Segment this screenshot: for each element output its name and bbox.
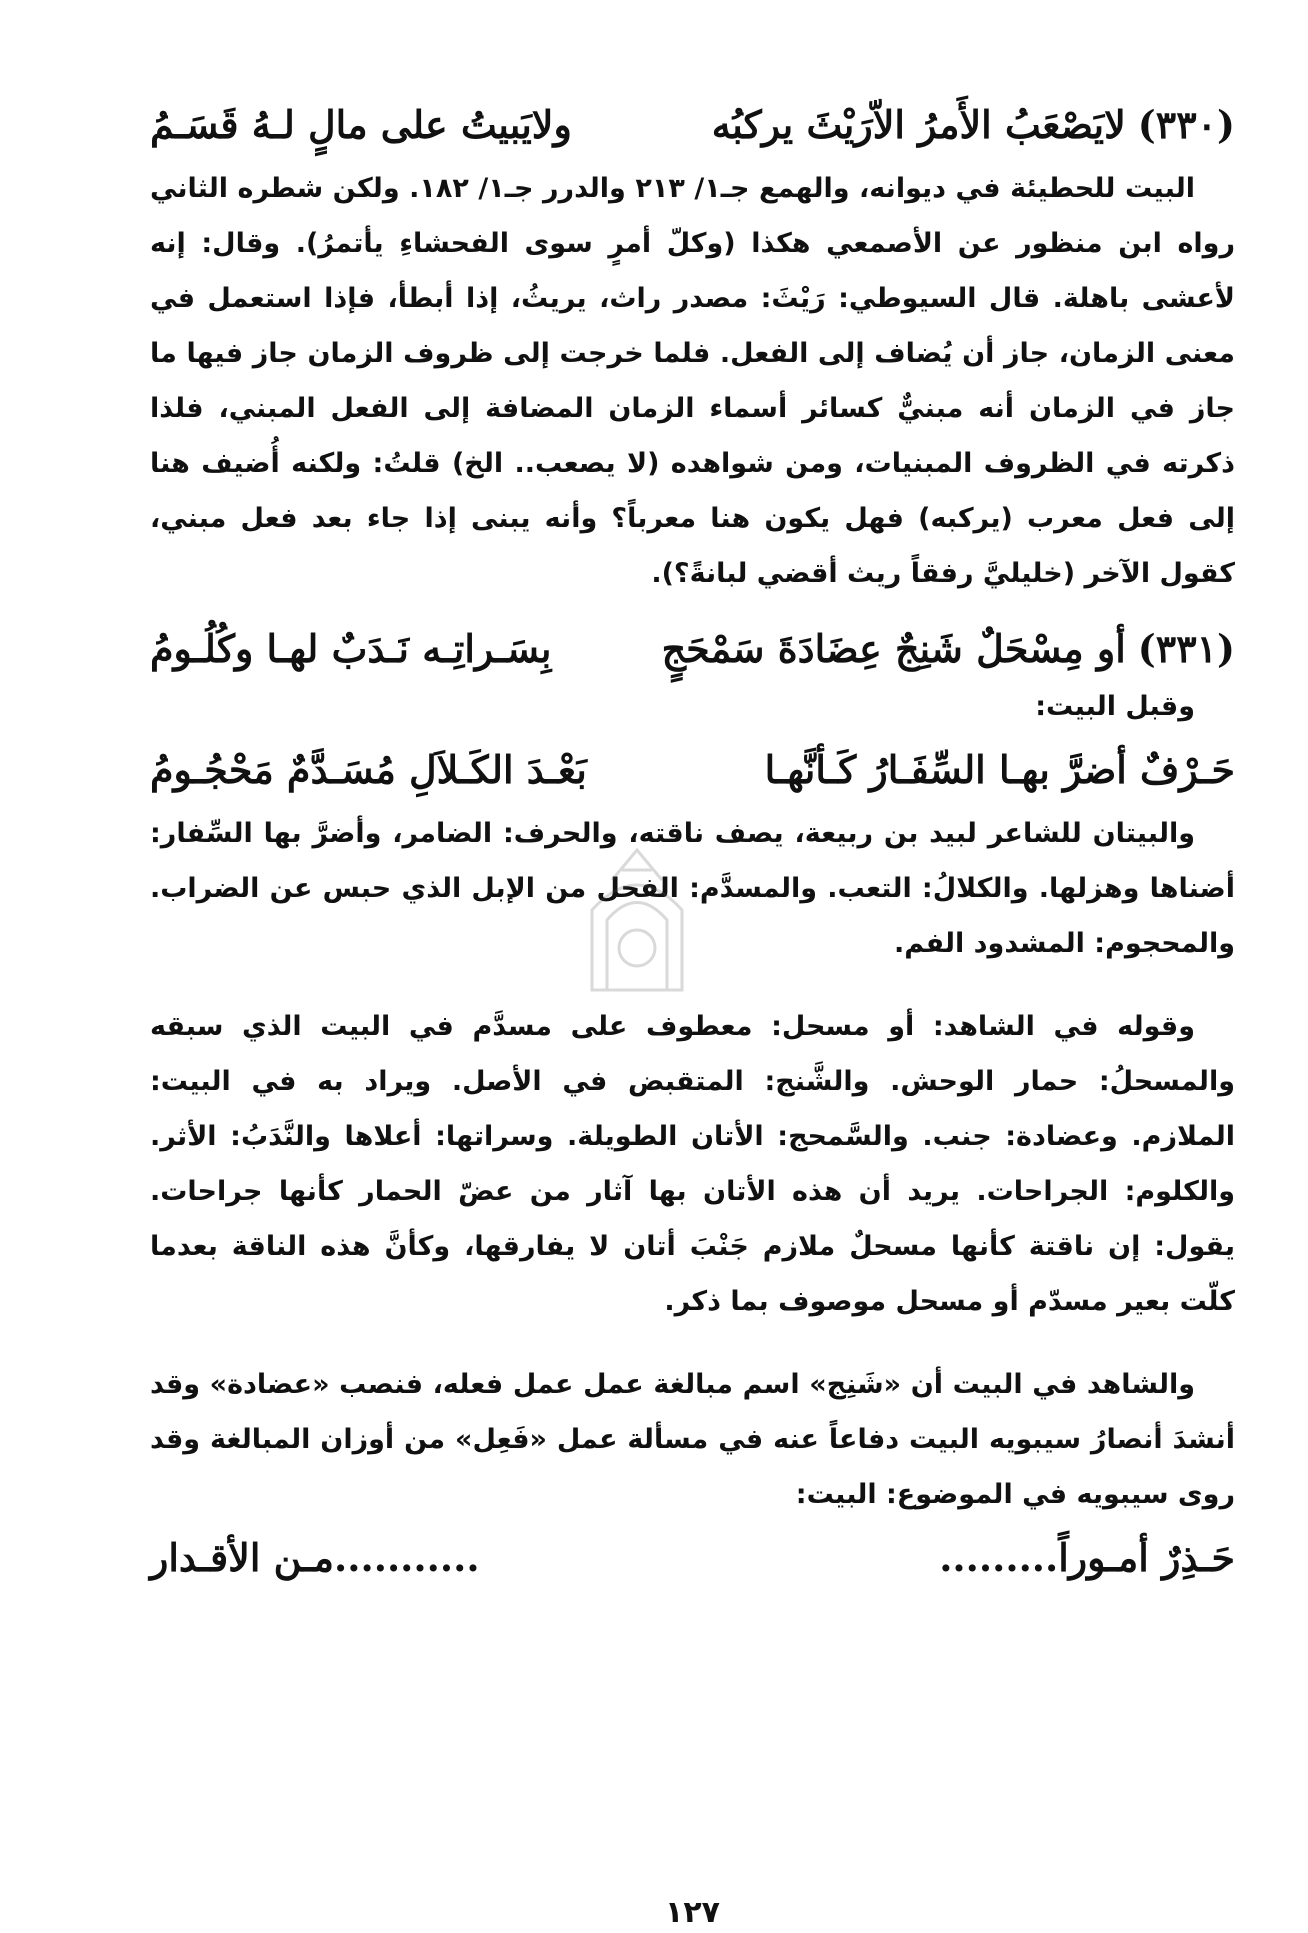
library-seal-watermark [552,840,722,1010]
verse-330-number: (٣٣٠) [1137,102,1235,147]
preceding-verse [150,740,1235,800]
verse-330-first-text: لايَصْعَبُ الأَمرُ الاّرَيْثَ يركبُه [711,102,1126,147]
verse-330-second-hemistich: ولايَبيتُ على مالٍ لـهُ قَسَـمُ [150,102,572,147]
preceding-verse-first-hemistich: حَـرْفٌ أضرَّ بهـا السِّفَـارُ كَـأنَّهـا [764,747,1235,792]
verse-331-second-hemistich: بِسَـراتِـه نَـدَبٌ لهـا وكُلُـومُ [150,626,552,671]
verse-331-number: (٣٣١) [1137,626,1235,671]
final-verse-first-hemistich: حَـذِرٌ أمـوراً......... [939,1535,1235,1580]
page-number: ١٢٧ [665,1895,720,1930]
verse-330 [150,95,1235,155]
verse-331-first-text: أو مِسْحَلٌ شَنِجٌ عِضَادَةَ سَمْحَجٍ [661,626,1126,671]
shahid-paragraph: وقوله في الشاهد: أو مسحل: معطوف على مسدَّم في البيت الذي سبقه والمسحلُ: حمار الوحش. والشَّنج: المتقبض في الأصل. ويراد به في البيت: الملازم. وعضادة: جنب. والسَّمحج: الأتان الطويلة. وسراتها: أعلاها والنَّدَبُ: الأثر. والكلوم: الجراحات. يريد أن هذه الأتان بها آثار من عضّ الحمار كأنها جراحات. يقول: إن ناقتة كأنها مسحلٌ ملازم جَنْبَ أتان لا يفارقها، وكأنَّ هذه الناقة بعدما كلّت بعير مسدّم أو مسحل موصوف بما ذكر. [150,1011,1235,1317]
poet-paragraph: والبيتان للشاعر لبيد بن ربيعة، يصف ناقته، والحرف: الضامر، وأضرَّ بها السِّفار: أضناها وهزلها. والكلالُ: التعب. والمسدَّم: الفحل من الإبل الذي حبس عن الضراب. والمحجوم: المشدود الفم. [150,818,1235,959]
final-verse [150,1528,1235,1588]
verse-331-first-hemistich [662,619,1235,679]
preceding-verse-second-hemistich: بَعْـدَ الكَـلاَلِ مُسَـدَّمٌ مَحْجُـومُ [150,747,587,792]
verse-330-first-hemistich [712,95,1235,155]
before-verse-label: وقبل البيت: [1035,691,1195,722]
final-verse-second-hemistich: ...........مـن الأقـدار [150,1535,480,1580]
commentary-paragraph-330: البيت للحطيئة في ديوانه، والهمع جـ١/ ٢١٣ والدرر جـ١/ ١٨٢. ولكن شطره الثاني رواه ابن منظور عن الأصمعي هكذا (وكلّ أمرٍ سوى الفحشاءِ يأتمرُ). وقال: إنه لأعشى باهلة. قال السيوطي: رَيْثَ: مصدر راث، يريثُ، إذا أبطأ، فإذا استعمل في معنى الزمان، جاز أن يُضاف إلى الفعل. فلما خرجت إلى ظروف الزمان جاز فيها ما جاز في الزمان أنه مبنيٌّ كسائر أسماء الزمان المضافة إلى الفعل المبني، فلذا ذكرته في الظروف المبنيات، ومن شواهده (لا يصعب.. الخ) قلتُ: ولكنه أُضيف هنا إلى فعل معرب (يركبه) فهل يكون هنا معرباً؟ وأنه يبنى إذا جاء بعد فعل مبني، كقول الآخر (خليليَّ رفقاً ريث أقضي لبانةً؟). [150,173,1235,589]
verse-331 [150,619,1235,679]
sibawayh-paragraph: والشاهد في البيت أن «شَنِج» اسم مبالغة عمل عمل فعله، فنصب «عضادة» وقد أنشدَ أنصارُ سيبويه البيت دفاعاً عنه في مسألة عمل «فَعِل» من أوزان المبالغة وقد روى سيبويه في الموضوع: البيت: [150,1369,1235,1510]
